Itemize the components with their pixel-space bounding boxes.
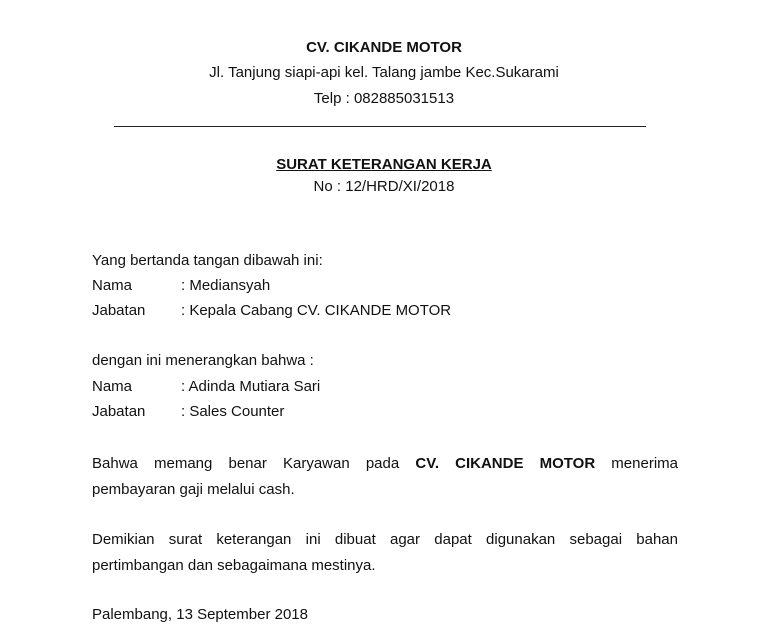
signer-name-label: Nama bbox=[92, 277, 133, 294]
statement-text-after: menerima bbox=[611, 455, 678, 472]
document-title: SURAT KETERANGAN KERJA bbox=[276, 156, 492, 173]
employee-name-label: Nama bbox=[92, 378, 133, 395]
company-phone: Telp : 082885031513 bbox=[313, 90, 455, 107]
place-date: Palembang, 13 September 2018 bbox=[92, 606, 308, 623]
statement-company-bold: CV. CIKANDE MOTOR bbox=[415, 455, 596, 472]
statement-line-2: pembayaran gaji melalui cash. bbox=[92, 481, 295, 498]
company-name: CV. CIKANDE MOTOR bbox=[306, 39, 462, 56]
signer-position-value: : Kepala Cabang CV. CIKANDE MOTOR bbox=[181, 302, 452, 319]
employee-position-value: : Sales Counter bbox=[181, 403, 285, 420]
statement-line-1 bbox=[92, 451, 678, 477]
statement-paragraph bbox=[92, 451, 678, 503]
signer-name-value: : Mediansyah bbox=[181, 277, 271, 294]
document-number: No : 12/HRD/XI/2018 bbox=[313, 178, 455, 195]
employee-name-value: : Adinda Mutiara Sari bbox=[181, 378, 321, 395]
employee-intro: dengan ini menerangkan bahwa : bbox=[92, 352, 314, 369]
closing-paragraph bbox=[92, 527, 678, 579]
signer-intro: Yang bertanda tangan dibawah ini: bbox=[92, 252, 323, 269]
statement-text-before: Bahwa memang benar Karyawan pada bbox=[92, 455, 400, 472]
closing-line-2: pertimbangan dan sebagaimana mestinya. bbox=[92, 557, 376, 574]
closing-line-1: Demikian surat keterangan ini dibuat agar dapat digunakan sebagai bahan bbox=[92, 531, 678, 548]
signer-position-label: Jabatan bbox=[92, 302, 146, 319]
company-address: Jl. Tanjung siapi-api kel. Talang jambe Kec.Sukarami bbox=[209, 64, 559, 81]
employee-position-label: Jabatan bbox=[92, 403, 146, 420]
header-divider bbox=[114, 126, 646, 127]
